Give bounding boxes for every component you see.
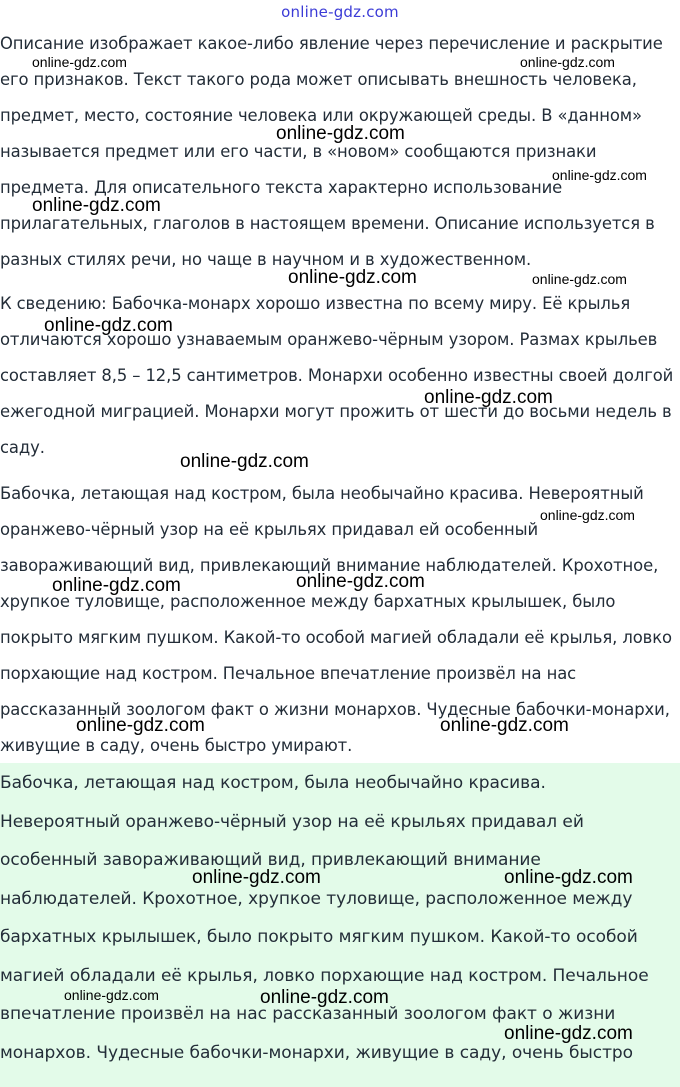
watermark: online-gdz.com xyxy=(532,271,627,287)
watermark: online-gdz.com xyxy=(180,451,309,472)
watermark: online-gdz.com xyxy=(32,195,161,216)
watermark: online-gdz.com xyxy=(32,54,127,70)
watermark: online-gdz.com xyxy=(288,267,417,288)
paragraph-description-theory: Описание изображает какое-либо явление через перечисление и раскрытие его признаков. Текст такого рода может описывать внешность человека, предмет, место, состояние человека или окружающей среды. В «данном» называется предмет или его части, в «новом» сообщаются признаки предмета. Для описательного текста характерно использование прилагательных, глаголов в настоящем времени. Описание используется в разных стилях речи, но чаще в научном и в художественном. xyxy=(0,34,663,269)
watermark: online-gdz.com xyxy=(276,123,405,144)
watermark: online-gdz.com xyxy=(504,867,633,888)
watermark: online-gdz.com xyxy=(76,715,205,736)
watermark: online-gdz.com xyxy=(44,315,173,336)
watermark: online-gdz.com xyxy=(64,987,159,1003)
watermark: online-gdz.com xyxy=(260,987,389,1008)
watermark: online-gdz.com xyxy=(296,571,425,592)
site-header-watermark: online-gdz.com xyxy=(281,3,399,21)
watermark: online-gdz.com xyxy=(552,167,647,183)
watermark: online-gdz.com xyxy=(440,715,569,736)
paragraph-butterfly-text: Бабочка, летающая над костром, была необычайно красива. Невероятный оранжево-чёрный узор на её крыльях придавал ей особенный завораживающий вид, привлекающий внимание наблюдателей. Крохотное, хрупкое туловище, расположенное между бархатных крылышек, было покрыто мягким пушком. Какой-то особой магией обладали её крылья, ловко порхающие над костром. Печальное впечатление произвёл на нас рассказанный зоологом факт о жизни монархов. Чудесные бабочки-монархи, живущие в саду, очень быстро умирают. xyxy=(0,484,672,755)
watermark: online-gdz.com xyxy=(540,507,635,523)
paragraph-answer-text: Бабочка, летающая над костром, была необычайно красива. Невероятный оранжево-чёрный узор на её крыльях придавал ей особенный завораживающий вид, привлекающий внимание наблюдателей. Крохотное, хрупкое туловище, расположенное между бархатных крылышек, было покрыто мягким пушком. Какой-то особой магией обладали её крылья, ловко порхающие над костром. Печальное впечатление произвёл на нас рассказанный зоологом факт о жизни монархов. Чудесные бабочки-монархи, живущие в саду, очень быстро xyxy=(0,773,649,1063)
watermark: online-gdz.com xyxy=(504,1023,633,1044)
watermark: online-gdz.com xyxy=(424,387,553,408)
watermark: online-gdz.com xyxy=(52,575,181,596)
watermark: online-gdz.com xyxy=(520,54,615,70)
paragraph-monarch-reference: К сведению: Бабочка-монарх хорошо известна по всему миру. Её крылья отличаются хорошо узнаваемым оранжево-чёрным узором. Размах крыльев составляет 8,5 – 12,5 сантиметров. Монархи особенно известны своей долгой ежегодной миграцией. Монархи могут прожить от шести до восьми недель в саду. xyxy=(0,294,674,457)
watermark: online-gdz.com xyxy=(192,867,321,888)
